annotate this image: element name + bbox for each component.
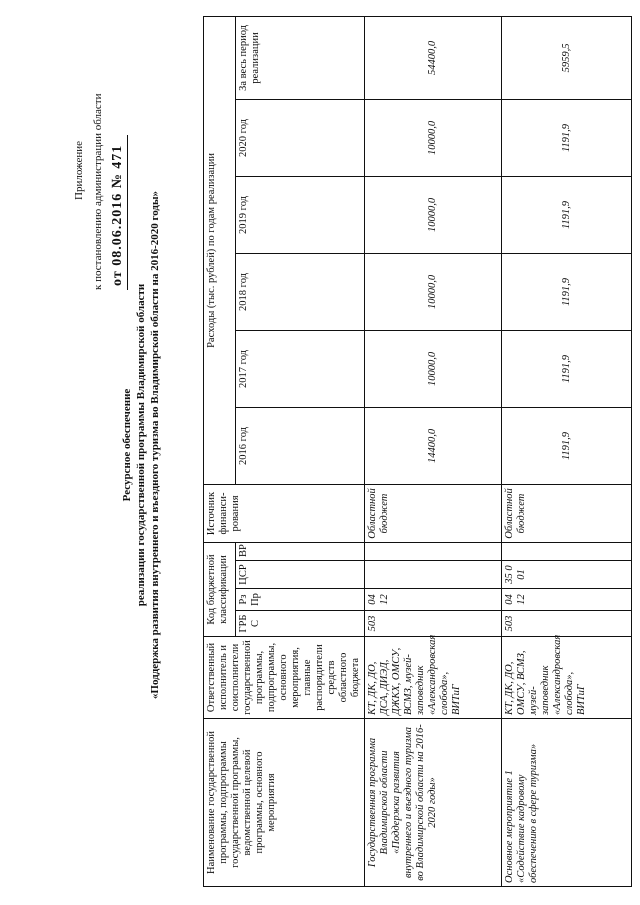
header-total: За весь период реализации bbox=[236, 16, 365, 99]
row-total: 54400,0 bbox=[365, 16, 502, 99]
row-responsible: КТ, ДК, ДО, ОМСУ, ВСМЗ, музей-заповедник «Александровская слобода», ВИТиГ bbox=[502, 637, 632, 719]
title-line-3: «Поддержка развития внутреннего и въездного туризма во Владимирской области на 2016-2020 годы» bbox=[149, 190, 161, 700]
resource-table bbox=[203, 16, 632, 887]
header-budget-code: Код бюджетной классификации bbox=[204, 542, 236, 636]
row-2016: 1191,9 bbox=[502, 407, 632, 484]
header-2018: 2018 год bbox=[236, 253, 365, 330]
row-rzpr: 04 12 bbox=[365, 589, 502, 611]
header-responsible: Ответственный исполнитель и соисполнители государственной программы, подпрограммы, основного мероприятия, главные распорядители средств областного бюджета bbox=[204, 637, 365, 719]
annex-label: Приложение bbox=[73, 140, 85, 200]
row-total: 5959,5 bbox=[502, 16, 632, 99]
row-grbs: 503 bbox=[502, 611, 632, 637]
row-name: Государственная программа Владимирской области «Поддержка развития внутреннего и въездного туризма во Владимирской области на 2016-2020 годы» bbox=[365, 719, 502, 887]
row-vr bbox=[502, 542, 632, 560]
table-row bbox=[502, 16, 632, 886]
row-2019: 1191,9 bbox=[502, 176, 632, 253]
document-header bbox=[0, 20, 200, 885]
header-name: Наименование государственной программы, подпрограммы государственной программы, ведомственной целевой программы, основного мероприятия bbox=[204, 719, 365, 887]
table-row bbox=[365, 16, 502, 886]
header-2017: 2017 год bbox=[236, 330, 365, 407]
header-rzpr: Рз Пр bbox=[236, 589, 365, 611]
header-row-1 bbox=[204, 16, 236, 886]
row-rzpr: 04 12 bbox=[502, 589, 632, 611]
row-responsible: КТ, ДК, ДО, ДСА, ДИЭД, ДЖКХ, ОМСУ, ВСМЗ, музей-заповедник «Александровская слобода», ВИТиГ bbox=[365, 637, 502, 719]
header-source: Источник финанси-рования bbox=[204, 484, 365, 542]
row-2017: 10000,0 bbox=[365, 330, 502, 407]
annex-date: от 08.06.2016 № 471 bbox=[108, 135, 128, 290]
row-2020: 10000,0 bbox=[365, 99, 502, 176]
header-vr: ВР bbox=[236, 542, 365, 560]
header-2020: 2020 год bbox=[236, 99, 365, 176]
row-csr: 35 0 01 bbox=[502, 561, 632, 589]
row-grbs: 503 bbox=[365, 611, 502, 637]
header-grbs: ГРБ С bbox=[236, 611, 365, 637]
row-2020: 1191,9 bbox=[502, 99, 632, 176]
row-2016: 14400,0 bbox=[365, 407, 502, 484]
row-csr bbox=[365, 561, 502, 589]
row-name: Основное мероприятие 1 «Содействие кадровому обеспечению в сфере туризма» bbox=[502, 719, 632, 887]
header-expenses: Расходы (тыс. рублей) по годам реализации bbox=[204, 16, 236, 484]
title-line-2: реализации государственной программы Владимирской области bbox=[135, 283, 147, 607]
annex-decree: к постановлению администрации области bbox=[92, 93, 104, 290]
header-2016: 2016 год bbox=[236, 407, 365, 484]
row-2018: 10000,0 bbox=[365, 253, 502, 330]
row-2019: 10000,0 bbox=[365, 176, 502, 253]
row-source: Областной бюджет bbox=[365, 484, 502, 542]
document-title bbox=[120, 85, 162, 805]
title-line-1: Ресурсное обеспечение bbox=[121, 388, 133, 502]
row-2017: 1191,9 bbox=[502, 330, 632, 407]
row-source: Областной бюджет bbox=[502, 484, 632, 542]
header-2019: 2019 год bbox=[236, 176, 365, 253]
header-csr: ЦСР bbox=[236, 561, 365, 589]
row-vr bbox=[365, 542, 502, 560]
row-2018: 1191,9 bbox=[502, 253, 632, 330]
